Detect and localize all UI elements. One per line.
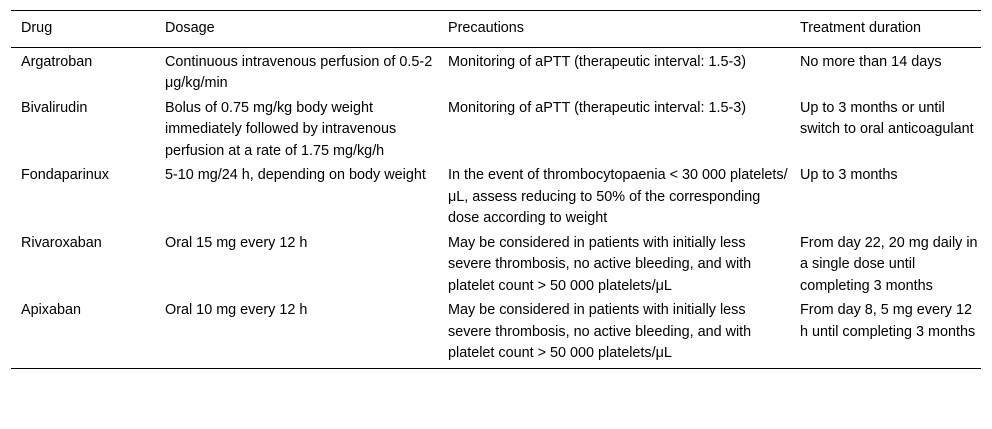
- cell-dosage: Continuous intravenous perfusion of 0.5-2 μg/kg/min: [165, 53, 433, 91]
- table-row: [11, 47, 981, 95]
- cell-duration: Up to 3 months: [800, 167, 898, 183]
- header-dosage: Dosage: [155, 11, 438, 48]
- header-precautions: Precautions: [438, 11, 790, 48]
- cell-precautions: In the event of thrombocytopaenia < 30 000 platelets/μL, assess reducing to 50% of the corresponding dose according to weight: [448, 167, 788, 226]
- cell-dosage: Bolus of 0.75 mg/kg body weight immediately followed by intravenous perfusion at a rate of 1.75 mg/kg/h: [165, 99, 397, 159]
- cell-duration: From day 8, 5 mg every 12 h until completing 3 months: [790, 297, 981, 368]
- table-row: [11, 297, 981, 368]
- cell-precautions: Monitoring of aPTT (therapeutic interval: 1.5-3): [448, 53, 747, 70]
- cell-drug: Bivalirudin: [21, 99, 88, 116]
- cell-duration: Up to 3 months or until switch to oral anticoagulant: [800, 99, 974, 137]
- table-body: [11, 47, 981, 368]
- cell-precautions: May be considered in patients with initially less severe thrombosis, no active bleeding, and with platelet count > 50 000 platelets/μL: [448, 234, 752, 294]
- cell-duration: From day 22, 20 mg daily in a single dose until completing 3 months: [800, 234, 978, 294]
- table-row: [11, 95, 981, 163]
- cell-drug: Fondaparinux: [21, 167, 110, 183]
- header-drug: Drug: [11, 11, 155, 48]
- cell-dosage: 5-10 mg/24 h, depending on body weight: [165, 167, 426, 183]
- cell-drug: Argatroban: [21, 53, 93, 70]
- header-treatment-duration: Treatment duration: [790, 11, 981, 48]
- cell-precautions: Monitoring of aPTT (therapeutic interval: 1.5-3): [448, 99, 747, 116]
- cell-dosage: Oral 10 mg every 12 h: [155, 297, 438, 368]
- header-row: [11, 11, 981, 48]
- cell-drug: Rivaroxaban: [21, 234, 102, 251]
- cell-duration: No more than 14 days: [800, 53, 942, 70]
- cell-drug: Apixaban: [11, 297, 155, 368]
- table-row: [11, 230, 981, 298]
- cell-dosage: Oral 15 mg every 12 h: [165, 234, 308, 251]
- drug-table: [11, 10, 981, 369]
- table-row: [11, 162, 981, 230]
- cell-precautions: May be considered in patients with initially less severe thrombosis, no active bleeding, and with platelet count > 50 000 platelets/μL: [438, 297, 790, 368]
- table-header: [11, 11, 981, 48]
